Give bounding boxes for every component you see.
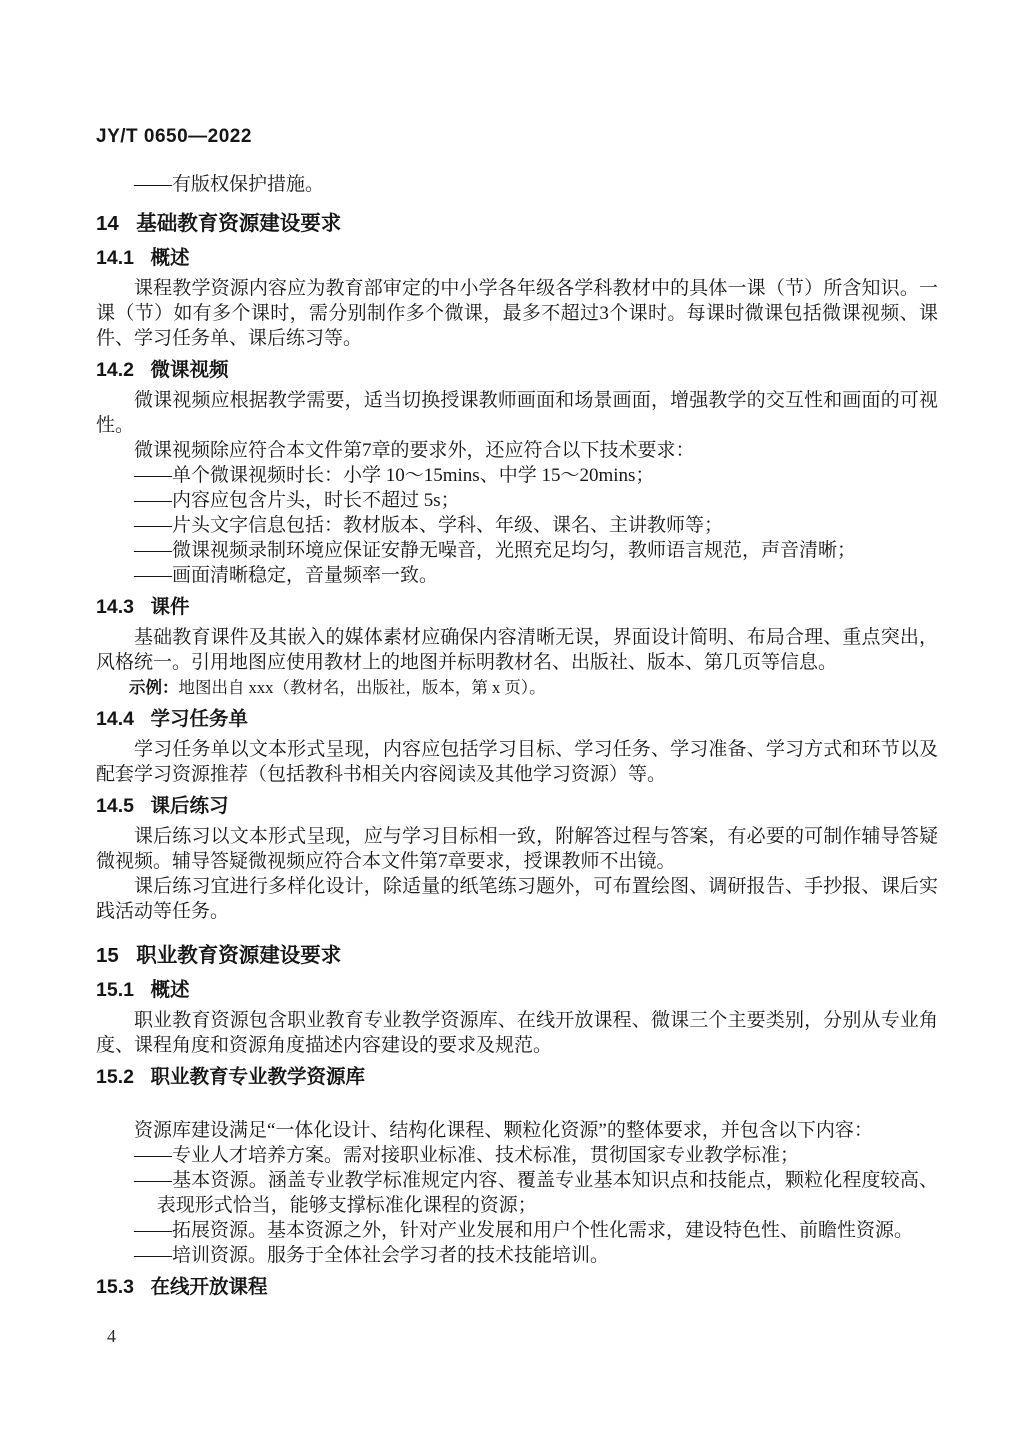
subsection-heading-14-2 xyxy=(96,359,938,381)
subsection-number: 15.3 xyxy=(96,1276,134,1298)
subsection-title: 微课视频 xyxy=(150,359,229,381)
subsection-title: 概述 xyxy=(150,979,190,1001)
subsection-title: 职业教育专业教学资源库 xyxy=(150,1066,366,1088)
subsection-number: 15.1 xyxy=(96,979,134,1001)
paragraph: 微课视频除应符合本文件第7章的要求外，还应符合以下技术要求： xyxy=(134,440,695,461)
example-label: 示例： xyxy=(129,679,179,697)
paragraph: 职业教育资源包含职业教育专业教学资源库、在线开放课程、微课三个主要类别，分别从专业角度、课程角度和资源角度描述内容建设的要求及规范。 xyxy=(96,1010,938,1056)
section-heading-15 xyxy=(96,944,938,967)
subsection-title: 课后练习 xyxy=(150,795,229,817)
subsection-heading-15-1 xyxy=(96,979,938,1001)
subsection-number: 15.2 xyxy=(96,1066,134,1088)
subsection-title: 概述 xyxy=(150,247,190,269)
dash-list-item: ——单个微课视频时长：小学 10～15mins、中学 15～20mins； xyxy=(134,465,655,486)
section-title: 职业教育资源建设要求 xyxy=(136,944,342,967)
subsection-number: 14.2 xyxy=(96,359,134,381)
dash-list-item: ——画面清晰稳定，音量频率一致。 xyxy=(134,565,439,586)
paragraph: 学习任务单以文本形式呈现，内容应包括学习目标、学习任务、学习准备、学习方式和环节以及配套学习资源推荐（包括教科书相关内容阅读及其他学习资源）等。 xyxy=(96,739,938,785)
dash-list-item: ——专业人才培养方案。需对接职业标准、技术标准，贯彻国家专业教学标准； xyxy=(134,1145,800,1166)
paragraph: 微课视频应根据教学需要，适当切换授课教师画面和场景画面，增强教学的交互性和画面的可视性。 xyxy=(96,390,938,436)
example-text: 地图出自 xxx（教材名，出版社，版本，第 x 页）。 xyxy=(178,678,546,697)
page-number: 4 xyxy=(107,1326,116,1346)
dash-list-item: ——培训资源。服务于全体社会学习者的技术技能培训。 xyxy=(134,1245,610,1266)
section-title: 基础教育资源建设要求 xyxy=(136,212,342,235)
subsection-heading-14-3 xyxy=(96,596,938,618)
document-content xyxy=(96,126,938,1305)
dash-list-item: ——片头文字信息包括：教材版本、学科、年级、课名、主讲教师等； xyxy=(134,515,724,536)
subsection-number: 14.1 xyxy=(96,247,134,269)
section-number: 15 xyxy=(96,944,119,967)
section-heading-14 xyxy=(96,212,938,235)
subsection-number: 14.4 xyxy=(96,708,134,730)
paragraph: 课后练习宜进行多样化设计，除适量的纸笔练习题外，可布置绘图、调研报告、手抄报、课后实践活动等任务。 xyxy=(96,876,938,922)
section-number: 14 xyxy=(96,212,119,235)
subsection-heading-14-1 xyxy=(96,247,938,269)
paragraph: 基础教育课件及其嵌入的媒体素材应确保内容清晰无误，界面设计简明、布局合理、重点突出，风格统一。引用地图应使用教材上的地图并标明教材名、出版社、版本、第几页等信息。 xyxy=(96,627,938,673)
example-note xyxy=(96,676,938,700)
subsection-heading-15-2 xyxy=(96,1066,938,1088)
subsection-heading-15-3 xyxy=(96,1276,938,1298)
running-header: JY/T 0650—2022 xyxy=(96,126,252,147)
dash-list-item: ——微课视频录制环境应保证安静无噪音，光照充足均匀，教师语言规范，声音清晰； xyxy=(134,540,857,561)
subsection-title: 课件 xyxy=(150,596,190,618)
dash-list-item: ——基本资源。涵盖专业教学标准规定内容、覆盖专业基本知识点和技能点，颗粒化程度较高、表现形式恰当，能够支撑标准化课程的资源； xyxy=(134,1170,938,1216)
subsection-title: 在线开放课程 xyxy=(150,1276,268,1298)
dash-list-item: ——内容应包含片头，时长不超过 5s； xyxy=(134,490,460,511)
paragraph: 资源库建设满足“一体化设计、结构化课程、颗粒化资源”的整体要求，并包含以下内容： xyxy=(134,1120,873,1141)
preamble-list-item: ——有版权保护措施。 xyxy=(134,174,325,195)
subsection-heading-14-4 xyxy=(96,708,938,730)
dash-list-item: ——拓展资源。基本资源之外，针对产业发展和用户个性化需求，建设特色性、前瞻性资源。 xyxy=(134,1220,914,1241)
paragraph: 课程教学资源内容应为教育部审定的中小学各年级各学科教材中的具体一课（节）所含知识。一课（节）如有多个课时，需分别制作多个微课，最多不超过3个课时。每课时微课包括微课视频、课件、学习任务单、课后练习等。 xyxy=(96,278,938,349)
subsection-number: 14.5 xyxy=(96,795,134,817)
subsection-number: 14.3 xyxy=(96,596,134,618)
subsection-heading-14-5 xyxy=(96,795,938,817)
paragraph: 课后练习以文本形式呈现，应与学习目标相一致，附解答过程与答案，有必要的可制作辅导答疑微视频。辅导答疑微视频应符合本文件第7章要求，授课教师不出镜。 xyxy=(96,826,938,872)
subsection-title: 学习任务单 xyxy=(150,708,249,730)
